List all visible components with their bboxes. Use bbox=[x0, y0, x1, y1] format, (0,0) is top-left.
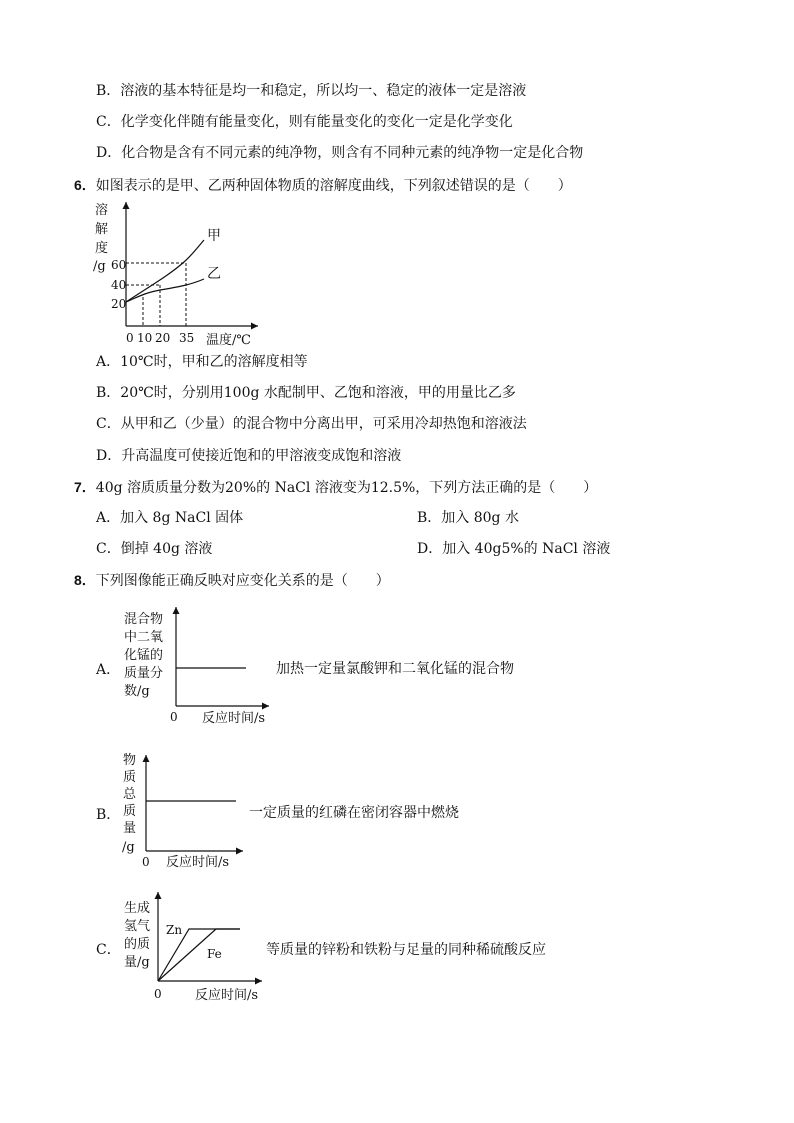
x-tick-0: 0 bbox=[126, 331, 134, 345]
y-label-1: 溶 bbox=[95, 203, 109, 218]
q8b-ylabel-5: 量 bbox=[123, 821, 137, 836]
y-tick-60: 60 bbox=[111, 258, 127, 272]
q8b-description: 一定质量的红磷在密闭容器中燃烧 bbox=[249, 805, 459, 821]
y-tick-40: 40 bbox=[111, 278, 127, 292]
q8a-ylabel-3: 化锰的 bbox=[124, 648, 164, 663]
q8a-ylabel-1: 混合物 bbox=[124, 612, 164, 627]
q8-stem-text: 下列图像能正确反映对应变化关系的是（ ） bbox=[95, 573, 390, 589]
y-tick-20: 20 bbox=[111, 297, 127, 311]
q8c-ylabel-4: 量/g bbox=[124, 955, 150, 970]
q8a-origin: 0 bbox=[170, 710, 178, 724]
q6-number: 6． bbox=[74, 177, 96, 193]
q8c-fe-label: Fe bbox=[207, 947, 222, 961]
y-label-2: 解 bbox=[95, 222, 109, 237]
q8b-ylabel-6: /g bbox=[122, 840, 135, 855]
q8c-origin: 0 bbox=[154, 987, 162, 1001]
q8b-xlabel: 反应时间/s bbox=[166, 855, 230, 870]
x-tick-20: 20 bbox=[155, 331, 171, 345]
q7-option-b: B．加入 80g 水 bbox=[417, 510, 519, 526]
q8c-description: 等质量的锌粉和铁粉与足量的同种稀硫酸反应 bbox=[266, 942, 546, 958]
q6-option-c: C．从甲和乙（少量）的混合物中分离出甲，可采用冷却热饱和溶液法 bbox=[96, 416, 527, 432]
q5-option-d: D．化合物是含有不同元素的纯净物，则含有不同种元素的纯净物一定是化合物 bbox=[96, 145, 584, 161]
q6-option-b: B．20℃时，分别用100g 水配制甲、乙饱和溶液，甲的用量比乙多 bbox=[96, 385, 516, 401]
q7-stem-text: 40g 溶质质量分数为20%的 NaCl 溶液变为12.5%，下列方法正确的是（ ） bbox=[95, 480, 598, 496]
q8c-zn-label: Zn bbox=[166, 923, 183, 937]
q5-option-b: B．溶液的基本特征是均一和稳定，所以均一、稳定的液体一定是溶液 bbox=[96, 83, 527, 99]
q8c-xlabel: 反应时间/s bbox=[195, 988, 259, 1003]
q8a-ylabel-2: 中二氧 bbox=[124, 630, 164, 645]
q8c-option-label: C． bbox=[96, 942, 121, 958]
x-tick-35: 35 bbox=[179, 331, 195, 345]
q8c-ylabel-3: 的质 bbox=[124, 937, 151, 952]
q6-stem-text: 如图表示的是甲、乙两种固体物质的溶解度曲线，下列叙述错误的是（ ） bbox=[95, 178, 572, 194]
y-label-4: /g bbox=[93, 259, 106, 274]
q7-number: 7． bbox=[74, 479, 96, 495]
q8b-ylabel-3: 总 bbox=[123, 787, 137, 802]
q8a-option-label: A． bbox=[96, 662, 121, 678]
q8b-option-label: B． bbox=[96, 807, 121, 823]
q7-option-d: D．加入 40g5%的 NaCl 溶液 bbox=[417, 541, 611, 557]
q7-option-c: C．倒掉 40g 溶液 bbox=[96, 541, 213, 557]
q8b-ylabel-2: 质 bbox=[123, 770, 137, 785]
q7-option-a: A．加入 8g NaCl 固体 bbox=[96, 510, 244, 526]
q8a-xlabel: 反应时间/s bbox=[202, 711, 266, 726]
q6-option-a: A．10℃时，甲和乙的溶解度相等 bbox=[96, 354, 308, 370]
curve-yi-label: 乙 bbox=[207, 266, 221, 282]
x-tick-10: 10 bbox=[137, 331, 153, 345]
q8b-ylabel-1: 物 bbox=[123, 753, 137, 768]
q8-number: 8． bbox=[74, 572, 96, 588]
x-axis-label: 温度/℃ bbox=[206, 333, 251, 348]
q8a-description: 加热一定量氯酸钾和二氧化锰的混合物 bbox=[276, 661, 514, 677]
q8c-ylabel-1: 生成 bbox=[124, 901, 151, 916]
q8a-ylabel-4: 质量分 bbox=[124, 666, 164, 681]
q8b-origin: 0 bbox=[142, 855, 150, 869]
q8a-ylabel-5: 数/g bbox=[124, 684, 150, 699]
q6-option-d: D．升高温度可使接近饱和的甲溶液变成饱和溶液 bbox=[96, 448, 402, 464]
curve-jia-label: 甲 bbox=[207, 228, 221, 244]
q8c-ylabel-2: 氢气 bbox=[124, 919, 151, 934]
y-label-3: 度 bbox=[95, 241, 109, 256]
q5-option-c: C．化学变化伴随有能量变化，则有能量变化的变化一定是化学变化 bbox=[96, 114, 513, 130]
q8b-ylabel-4: 质 bbox=[123, 804, 137, 819]
